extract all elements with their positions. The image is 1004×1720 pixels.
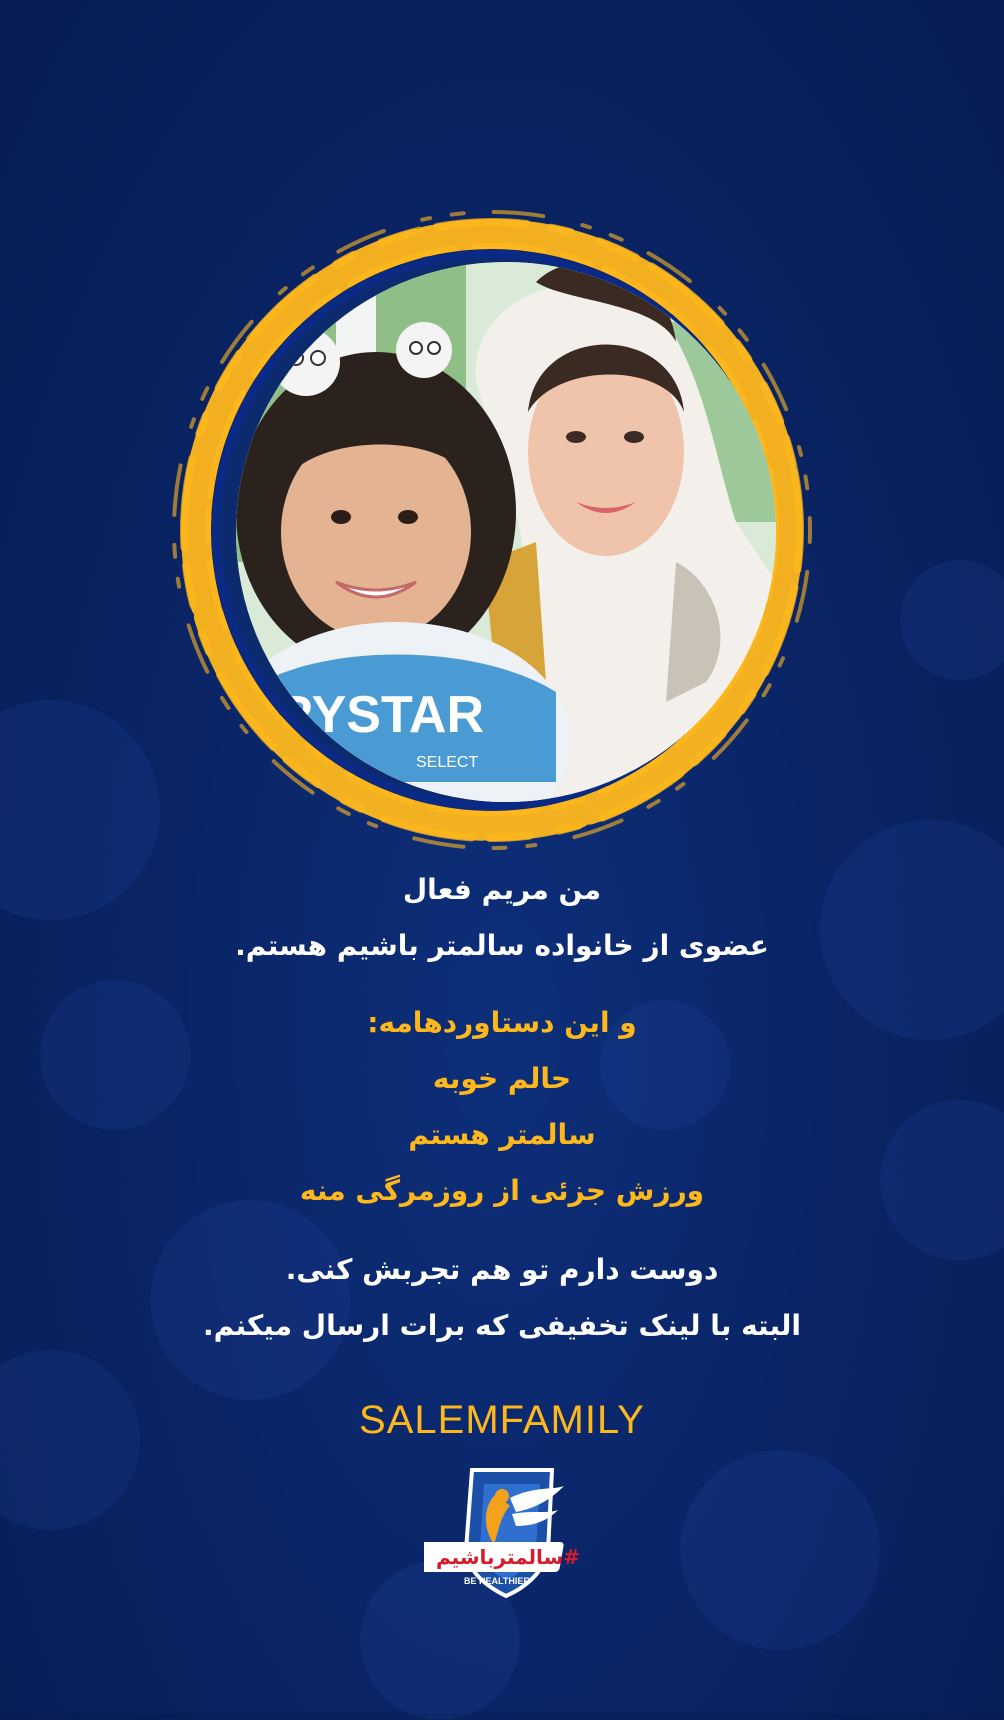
ball-text: RYSTAR bbox=[276, 686, 484, 744]
intro-name-line: من مریم فعال bbox=[402, 873, 602, 906]
invite-block bbox=[0, 1242, 1004, 1354]
discount-code: SALEMFAMILY bbox=[359, 1398, 645, 1442]
intro-block bbox=[0, 862, 1004, 974]
profile-photo bbox=[236, 262, 776, 802]
achievement-item: حالم خوبه bbox=[432, 1062, 572, 1095]
achievement-item: سالمتر هستم bbox=[408, 1118, 596, 1151]
invite-discount-line: البته با لینک تخفیفی که برات ارسال میکنم. bbox=[202, 1309, 802, 1342]
salamtarbashim-logo bbox=[424, 1464, 584, 1600]
ball-subtext: SELECT bbox=[416, 754, 479, 771]
logo-hashtag: #سالمترباشیم bbox=[436, 1545, 580, 1569]
invite-line: دوست دارم تو هم تجربش کنی. bbox=[285, 1253, 719, 1286]
logo-tagline: BE HEALTHIER bbox=[464, 1576, 530, 1586]
achievements-heading: و این دستاوردهامه: bbox=[367, 1006, 637, 1039]
achievements-block bbox=[0, 995, 1004, 1219]
achievement-item: ورزش جزئی از روزمرگی منه bbox=[299, 1174, 705, 1207]
intro-member-line: عضوی از خانواده سالمتر باشیم هستم. bbox=[235, 929, 769, 962]
